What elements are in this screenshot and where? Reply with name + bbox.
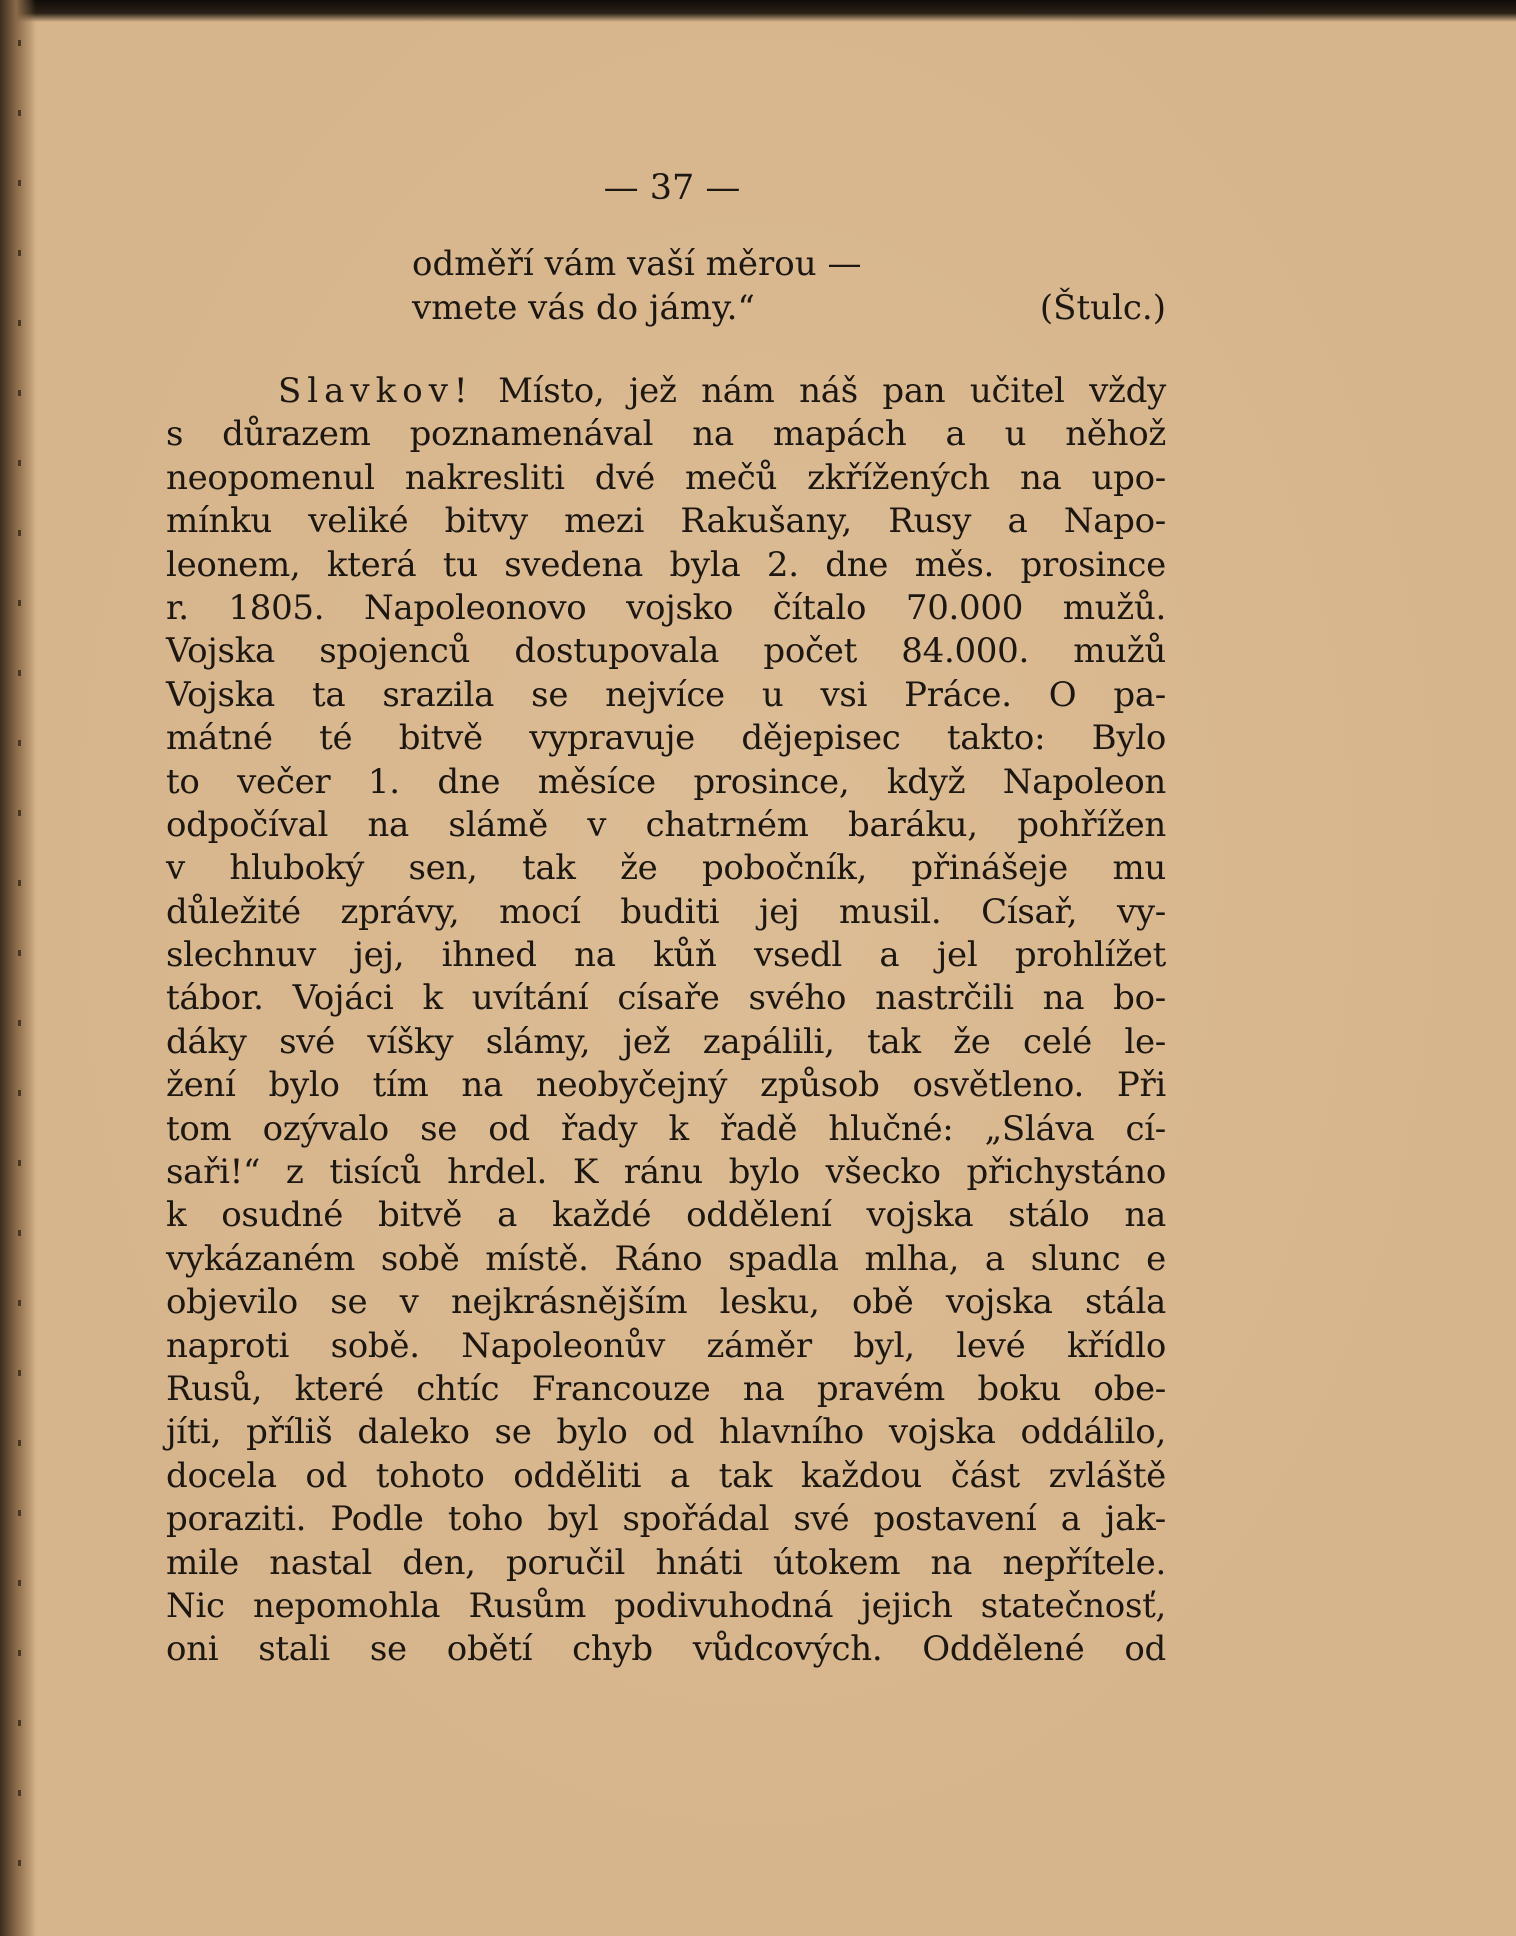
verse-line-text: vmete vás do jámy.“: [412, 288, 755, 328]
page-top-edge: [0, 0, 1516, 22]
paragraph-line: slechnuv jej, ihned na kůň vsedl a jel prohlížet: [166, 935, 1166, 976]
paragraph-line-text: Místo, jež nám náš pan učitel vždy: [498, 371, 1166, 411]
paragraph-line: leonem, která tu svedena byla 2. dne měs. prosince: [166, 544, 1166, 585]
paragraph-line: mile nastal den, poručil hnáti útokem na nepřítele.: [166, 1542, 1166, 1583]
verse-attribution: (Štulc.): [1039, 288, 1166, 328]
paragraph-line: mínku veliké bitvy mezi Rakušany, Rusy a Napo-: [166, 501, 1166, 542]
paragraph-line: s důrazem poznamenával na mapách a u něhož: [166, 414, 1166, 455]
paragraph-line: dáky své víšky slámy, jež zapálili, tak že celé le-: [166, 1021, 1166, 1062]
paragraph-line: mátné té bitvě vypravuje dějepisec takto: Bylo: [166, 718, 1166, 759]
binding-stitches: [18, 40, 21, 1920]
verse-line: [166, 242, 1166, 286]
spacer: [166, 330, 1166, 370]
paragraph: [166, 370, 1166, 1672]
paragraph-line: důležité zprávy, mocí buditi jej musil. Císař, vy-: [166, 891, 1166, 932]
paragraph-line: to večer 1. dne měsíce prosince, když Napoleon: [166, 761, 1166, 802]
paragraph-line: [166, 370, 1166, 413]
paragraph-line: Vojska ta srazila se nejvíce u vsi Práce. O pa-: [166, 674, 1166, 715]
paragraph-line: k osudné bitvě a každé oddělení vojska stálo na: [166, 1195, 1166, 1236]
paragraph-line: neopomenul nakresliti dvé mečů zkřížených na upo-: [166, 457, 1166, 498]
paragraph-line: objevilo se v nejkrásnějším lesku, obě vojska stála: [166, 1282, 1166, 1323]
paragraph-line: naproti sobě. Napoleonův záměr byl, levé křídlo: [166, 1325, 1166, 1366]
paragraph-line: docela od tohoto odděliti a tak každou část zvláště: [166, 1455, 1166, 1496]
page-number: — 37 —: [603, 168, 741, 208]
paragraph-line: jíti, příliš daleko se bylo od hlavního vojska oddálilo,: [166, 1412, 1166, 1453]
text-block: [166, 160, 1166, 1672]
verse: [166, 242, 1166, 330]
paragraph-line: tábor. Vojáci k uvítání císaře svého nastrčili na bo-: [166, 978, 1166, 1019]
paragraph-line: žení bylo tím na neobyčejný způsob osvětleno. Při: [166, 1065, 1166, 1106]
paragraph-line: vykázaném sobě místě. Ráno spadla mlha, a slunc e: [166, 1238, 1166, 1279]
paragraph-line: Vojska spojenců dostupovala počet 84.000. mužů: [166, 631, 1166, 672]
spaced-word: Slavkov!: [278, 371, 474, 411]
paragraph-line: tom ozývalo se od řady k řadě hlučné: „Sláva cí-: [166, 1108, 1166, 1149]
paragraph-line: Rusů, které chtíc Francouze na pravém boku obe-: [166, 1368, 1166, 1409]
paragraph-line: odpočíval na slámě v chatrném baráku, pohřížen: [166, 804, 1166, 845]
paragraph-line: Nic nepomohla Rusům podivuhodná jejich statečnosť,: [166, 1585, 1166, 1626]
paragraph-line: r. 1805. Napoleonovo vojsko čítalo 70.000 mužů.: [166, 587, 1166, 628]
verse-line-text: odměří vám vaší měrou —: [412, 244, 862, 284]
paragraph-line: oni stali se obětí chyb vůdcových. Oddělené od: [166, 1629, 1166, 1670]
paragraph-line: v hluboký sen, tak že pobočník, přinášeje mu: [166, 848, 1166, 889]
paragraph-line: poraziti. Podle toho byl spořádal své postavení a jak-: [166, 1499, 1166, 1540]
paragraph-line: saři!“ z tisíců hrdel. K ránu bylo všecko přichystáno: [166, 1152, 1166, 1193]
verse-line: [166, 286, 1166, 330]
